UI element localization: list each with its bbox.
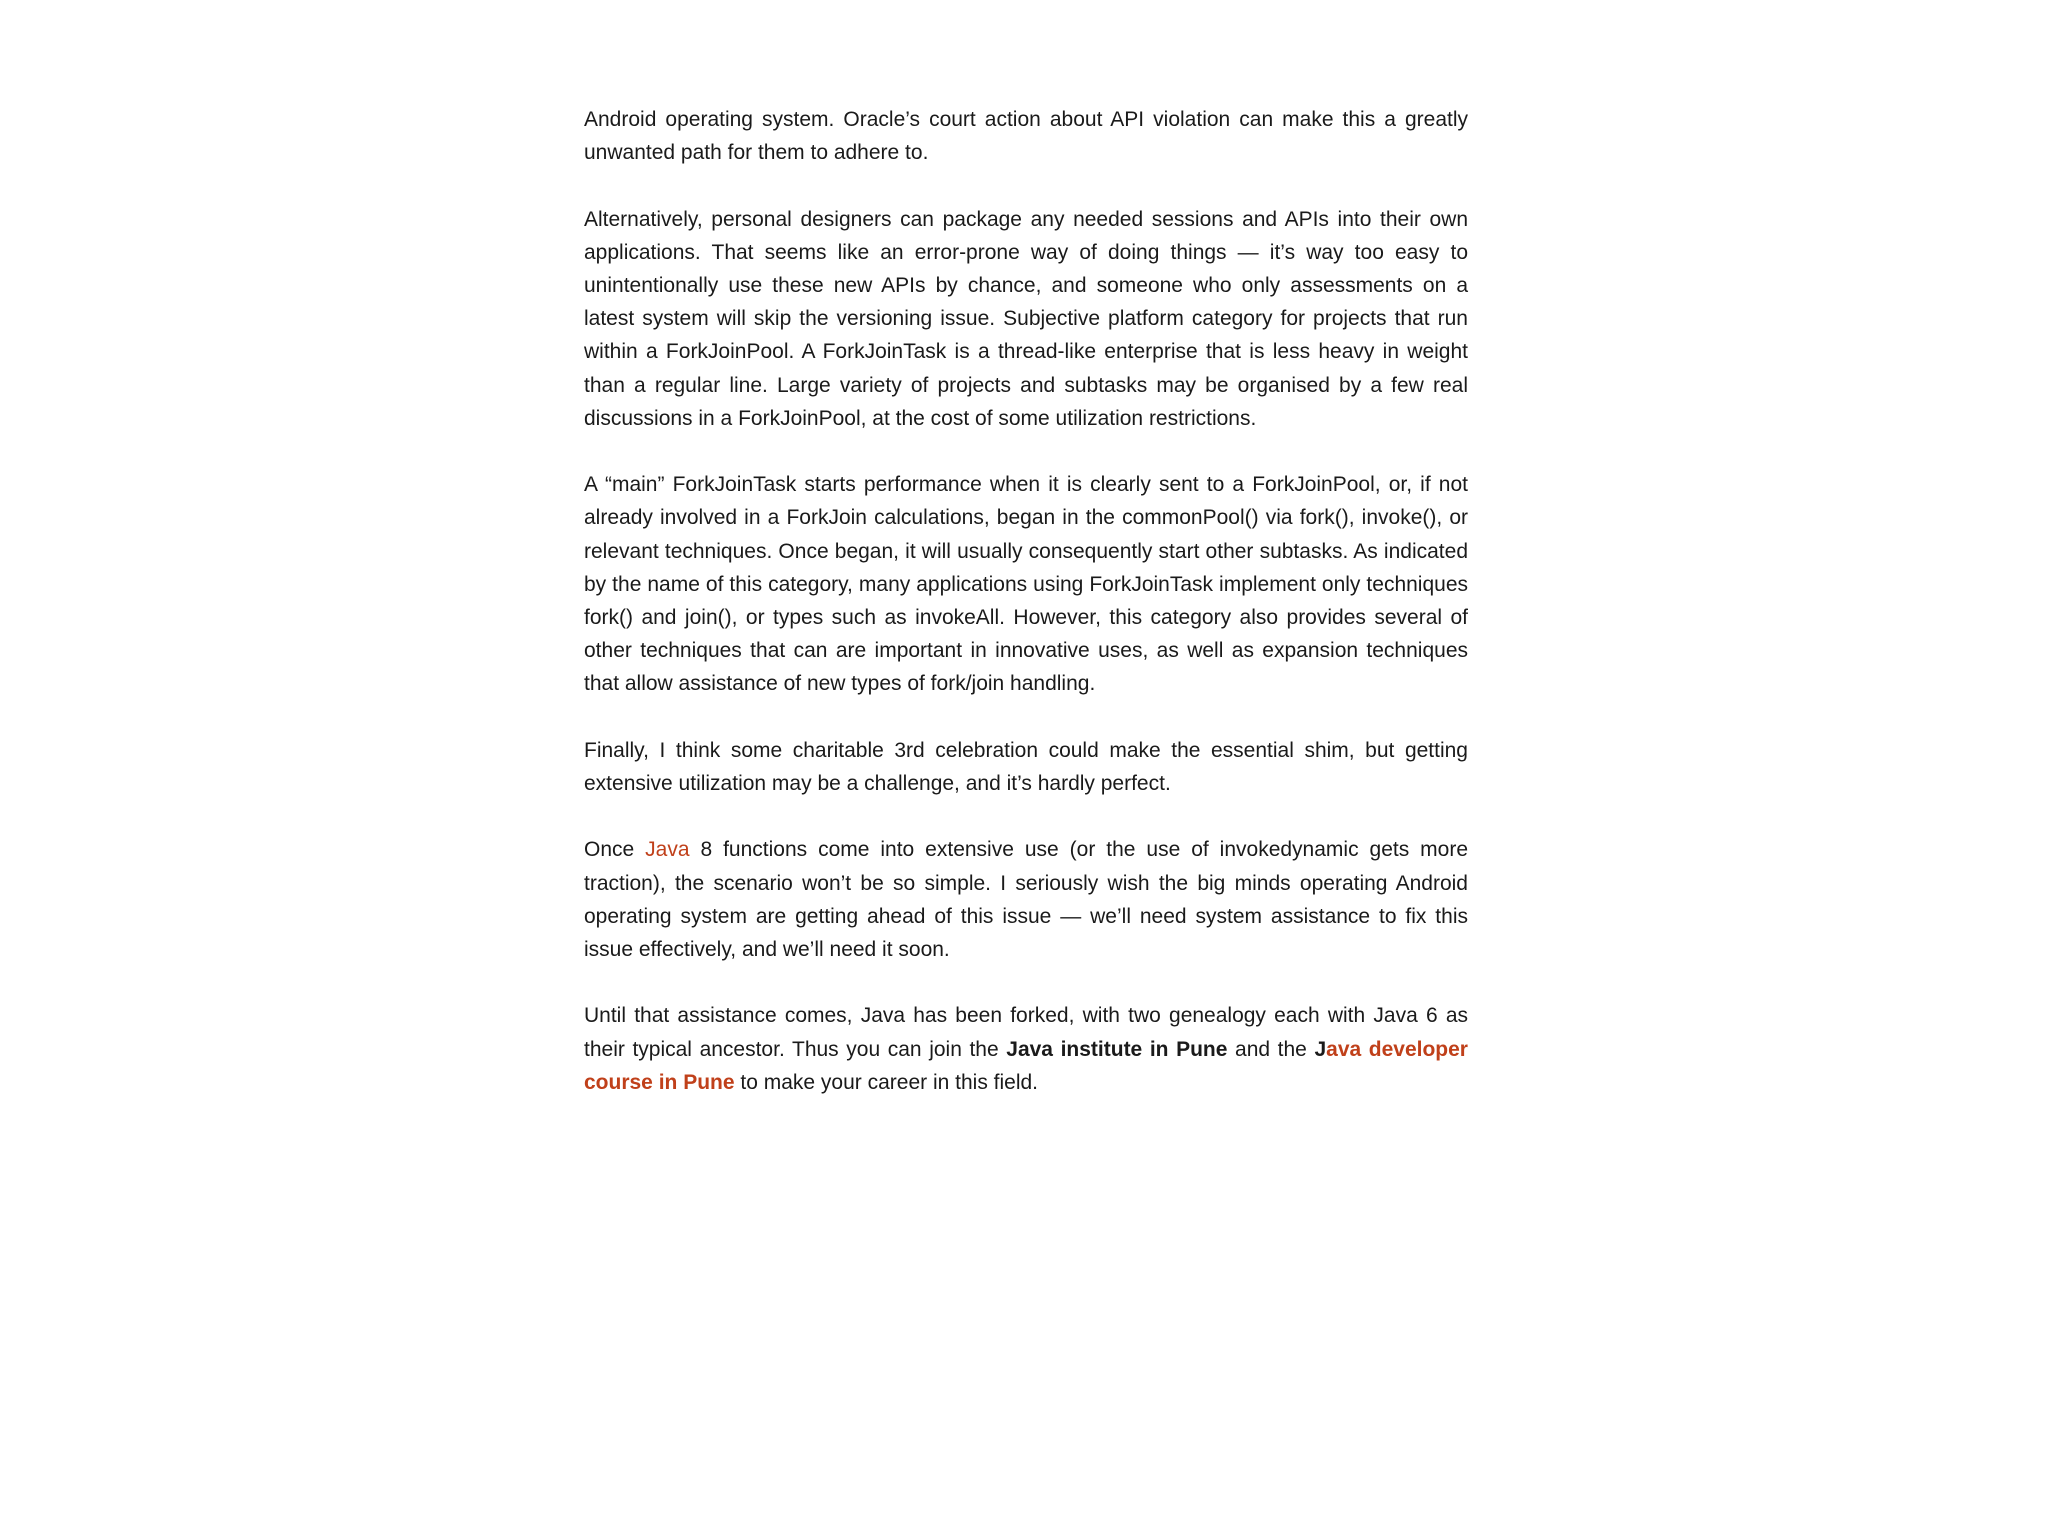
java-institute-pune-text: Java institute in Pune (1006, 1037, 1228, 1061)
paragraph-career-text: to make your career in this field. (734, 1070, 1039, 1094)
paragraph-java-8 (584, 833, 1468, 966)
paragraph-finally: Finally, I think some charitable 3rd celebration could make the essential shim, but getting extensive utilization may be a challenge, and it’s hardly perfect. (584, 738, 1468, 796)
java-developer-course-link[interactable]: ava developer course in Pune (584, 1037, 1468, 1094)
course-initial-letter: J (1314, 1037, 1327, 1061)
paragraph-personal-designers: Alternatively, personal designers can package any needed sessions and APIs into their own applications. That seems like an error-prone way of doing things — it’s way too easy to unintentionally use these new APIs by chance, and someone who only assessments on a latest system will skip the versioning issue. Subjective platform category for projects that run within a ForkJoinPool. A ForkJoinTask is a thread-like enterprise that is less heavy in weight than a regular line. Large variety of projects and subtasks may be organised by a few real discussions in a ForkJoinPool, at the cost of some utilization restrictions. (584, 207, 1468, 430)
paragraph-java-8-rest: 8 functions come into extensive use (or the use of invokedynamic gets more traction), the scenario won’t be so simple. I seriously wish the big minds operating Android operating system are getting ahead of this issue — we’ll need system assistance to fix this issue effectively, and we’ll need it soon. (584, 838, 1468, 962)
paragraph-until-text: Until that assistance comes, Java has been forked, with two genealogy each with Java 6 as their typical ancestor. Thus you can join the (584, 1004, 1468, 1061)
paragraph-java-8-lead: Once (584, 838, 646, 862)
article-body (584, 103, 1468, 1132)
paragraph-main-forkjointask: A “main” ForkJoinTask starts performance when it is clearly sent to a ForkJoinPool, or, if not already involved in a ForkJoin calculations, began in the commonPool() via fork(), invoke(), or relevant techniques. Once began, it will usually consequently start other subtasks. As indicated by the name of this category, many applications using ForkJoinTask implement only techniques fork() and join(), or types such as invokeAll. However, this category also provides several of other techniques that can are important in innovative uses, as well as expansion techniques that allow assistance of new types of fork/join handling. (584, 473, 1468, 696)
paragraph-and-the: and the (1227, 1037, 1315, 1061)
java-link[interactable]: Java (645, 838, 690, 862)
paragraph-until-assistance (584, 999, 1468, 1099)
paragraph-android-os: Android operating system. Oracle’s court action about API violation can make this a greatly unwanted path for them to adhere to. (584, 108, 1468, 165)
